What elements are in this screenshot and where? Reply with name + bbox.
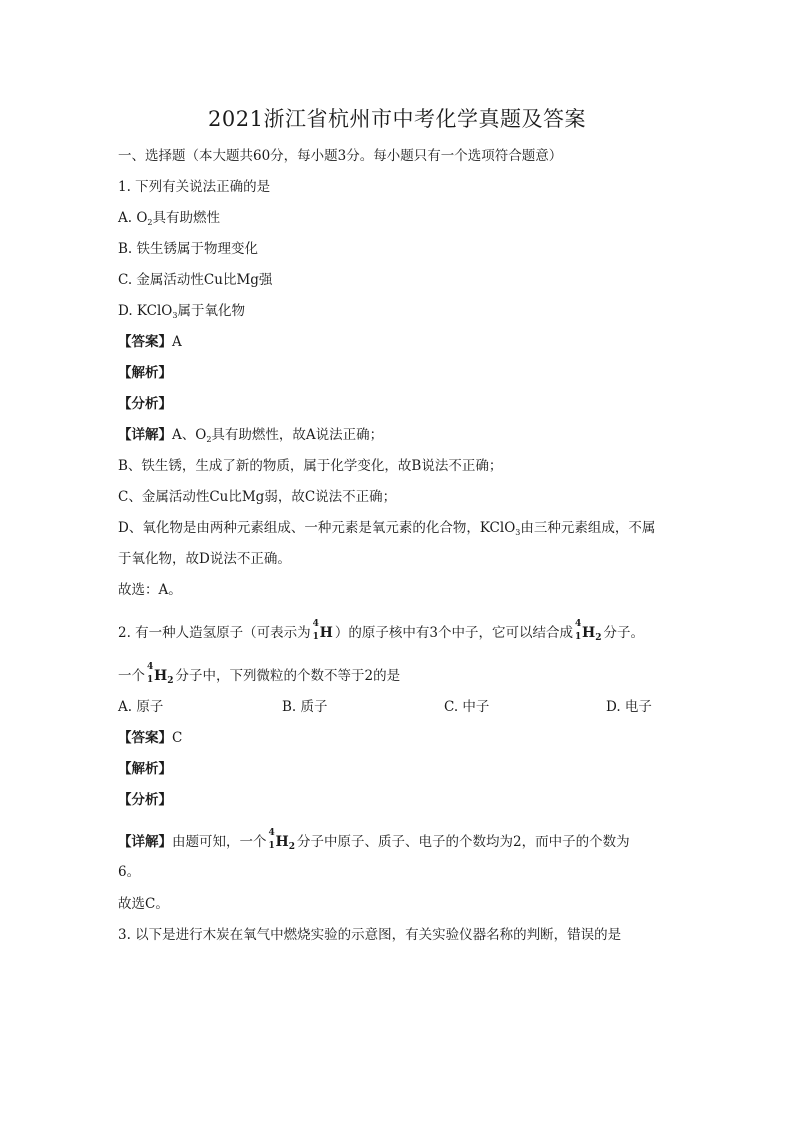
isotope-h2-symbol: 4 1 $H_2$: [268, 828, 295, 852]
isotope-h2-symbol: 4 1 $H_2$: [575, 619, 602, 643]
q1-detail-d1: D、氧化物是由两种元素组成、一种元素是氧元素的化合物，KClO$_3$由三种元素组成，不属: [118, 520, 656, 537]
q2-detail-line2: 6。: [118, 864, 141, 880]
q1-detail-c: C、金属活动性Cu比Mg弱，故C说法不正确；: [118, 489, 397, 505]
q1-detail-a: 【详解】A、$O_2$具有助燃性，故A说法正确；: [118, 427, 384, 444]
q2-option-d: D. 电子: [606, 699, 652, 715]
q1-fenxi-label: 【分析】: [118, 396, 172, 412]
isotope-h-symbol: 4 1 H: [312, 619, 333, 642]
q3-stem: 3. 以下是进行木炭在氧气中燃烧实验的示意图，有关实验仪器名称的判断，错误的是: [118, 927, 622, 943]
q2-option-a: A. 原子: [118, 699, 164, 715]
isotope-h2-symbol: 4 1 $H_2$: [147, 662, 174, 686]
q1-detail-d2: 于氧化物，故D说法不正确。: [118, 551, 291, 567]
q1-analysis-label: 【解析】: [118, 365, 172, 381]
q2-option-b: B. 质子: [282, 699, 328, 715]
q2-answer: 【答案】C: [118, 730, 183, 746]
q2-detail-line1: 【详解】由题可知，一个 4 1 $H_2$ 分子中原子、质子、电子的个数均为2，而中子的个数为: [118, 833, 630, 856]
q2-stem-line2: 一个 4 1 $H_2$ 分子中，下列微粒的个数不等于2的是: [118, 667, 400, 690]
q2-analysis-label: 【解析】: [118, 761, 172, 777]
q2-stem-line1: 2. 有一种人造氢原子（可表示为 4 1 H ）的原子核中有3个中子，它可以结合成 4 1 $H_2$ 分子。: [118, 624, 644, 647]
q1-detail-b: B、铁生锈，生成了新的物质，属于化学变化，故B说法不正确；: [118, 458, 503, 474]
page-title: 2021浙江省杭州市中考化学真题及答案: [208, 107, 586, 131]
q1-answer: 【答案】A: [118, 334, 182, 350]
q1-option-b: B. 铁生锈属于物理变化: [118, 241, 259, 257]
q1-conclusion: 故选：A。: [118, 582, 182, 598]
q1-option-d: D. KClO$_3$属于氧化物: [118, 303, 245, 320]
q2-option-c: C. 中子: [444, 699, 490, 715]
q1-option-a: A. $O_2$具有助燃性: [118, 210, 220, 227]
q1-stem: 1. 下列有关说法正确的是: [118, 179, 271, 195]
q2-fenxi-label: 【分析】: [118, 792, 172, 808]
q1-option-c: C. 金属活动性Cu比Mg强: [118, 272, 273, 288]
section-heading: 一、选择题（本大题共60分，每小题3分。每小题只有一个选项符合题意）: [118, 148, 563, 164]
q2-conclusion: 故选C。: [118, 896, 169, 912]
